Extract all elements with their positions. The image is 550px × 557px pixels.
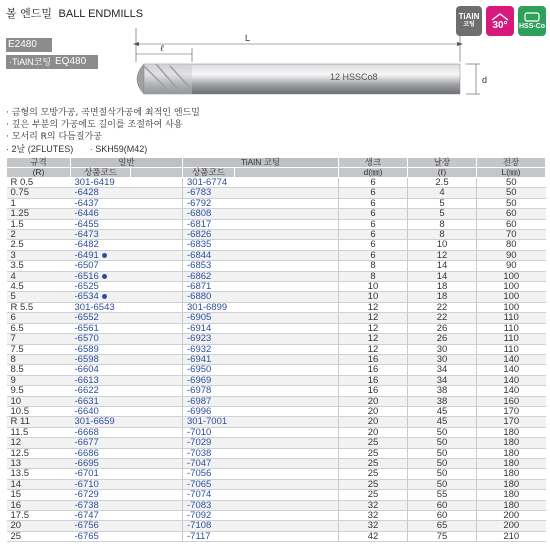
tialn-code-cell: -6826	[183, 230, 235, 240]
blade-cell: 50	[408, 438, 477, 448]
general-code-cell: -6446	[71, 209, 131, 219]
total-cell: 200	[477, 511, 546, 521]
tialn-code-cell: -6792	[183, 198, 235, 208]
size-cell: 12.5	[7, 448, 71, 458]
size-cell: 1	[7, 198, 71, 208]
tialn-code-cell: -6783	[183, 188, 235, 198]
feature-item: · 모서리 R의 다듬질가공	[6, 132, 102, 142]
general-code-cell: -6738	[71, 500, 131, 510]
size-cell: 25	[7, 531, 71, 541]
blade-cell: 60	[408, 511, 477, 521]
size-cell: 14	[7, 479, 71, 489]
blade-cell: 18	[408, 292, 477, 302]
table-row	[7, 209, 546, 219]
total-cell: 140	[477, 354, 546, 364]
tialn-code-cell: 301-6899	[183, 302, 235, 312]
header-size: 규격	[7, 158, 71, 168]
blade-cell: 50	[408, 448, 477, 458]
blade-cell: 8	[408, 219, 477, 229]
total-cell: 90	[477, 261, 546, 271]
general-code-cell: -6570	[71, 334, 131, 344]
table-row	[7, 302, 546, 312]
table-row	[7, 448, 546, 458]
tialn-code-cell: -6817	[183, 219, 235, 229]
size-cell: 2.5	[7, 240, 71, 250]
material-spec: · SKH59(M42)	[89, 144, 148, 154]
size-cell: 7	[7, 334, 71, 344]
tialn-code-cell: -7047	[183, 458, 235, 468]
shank-cell: 25	[339, 438, 408, 448]
general-code-cell: -6622	[71, 386, 131, 396]
header-blade: 날장	[408, 158, 477, 168]
tialn-code-cell: -6835	[183, 240, 235, 250]
table-row	[7, 188, 546, 198]
tialn-coating-icon: TiAlN 코팅	[456, 6, 482, 36]
blade-cell: 38	[408, 396, 477, 406]
blade-cell: 38	[408, 386, 477, 396]
shank-cell: 25	[339, 479, 408, 489]
blade-cell: 55	[408, 490, 477, 500]
tialn-code-cell: -7065	[183, 479, 235, 489]
total-cell: 140	[477, 375, 546, 385]
general-code-cell: -6561	[71, 323, 131, 333]
total-cell: 110	[477, 313, 546, 323]
total-cell: 80	[477, 240, 546, 250]
blade-cell: 75	[408, 531, 477, 541]
total-cell: 60	[477, 209, 546, 219]
table-row	[7, 479, 546, 489]
tialn-code-cell: -7038	[183, 448, 235, 458]
table-row	[7, 261, 546, 271]
size-cell: 9.5	[7, 386, 71, 396]
tialn-code-cell: -7029	[183, 438, 235, 448]
dim-total-length-label: L	[245, 33, 251, 43]
tialn-code-cell: -6880	[183, 292, 235, 302]
tialn-code-cell: -6941	[183, 354, 235, 364]
spec-table	[6, 157, 546, 542]
table-row	[7, 354, 546, 364]
size-cell: 8.5	[7, 365, 71, 375]
total-cell: 180	[477, 427, 546, 437]
tool-marking: 12 HSSCo8	[330, 72, 378, 82]
general-code-cell: -6491	[71, 250, 131, 260]
size-cell: 20	[7, 521, 71, 531]
angle-30-icon: 30°	[486, 6, 514, 36]
blade-cell: 34	[408, 365, 477, 375]
tialn-code-cell: -7074	[183, 490, 235, 500]
blade-cell: 30	[408, 344, 477, 354]
title-english: BALL ENDMILLS	[58, 8, 144, 20]
feature-list	[6, 107, 200, 155]
general-code-cell: -6604	[71, 365, 131, 375]
table-row	[7, 240, 546, 250]
general-code-cell: -6701	[71, 469, 131, 479]
total-cell: 180	[477, 438, 546, 448]
tialn-code-cell: -7117	[183, 531, 235, 541]
total-cell: 90	[477, 250, 546, 260]
total-cell: 170	[477, 406, 546, 416]
size-cell: 1.5	[7, 219, 71, 229]
tialn-code-cell: -6969	[183, 375, 235, 385]
dim-diameter-label: d	[482, 75, 488, 85]
size-cell: 8	[7, 354, 71, 364]
general-code-cell: 301-6543	[71, 302, 131, 312]
total-cell: 70	[477, 230, 546, 240]
table-row	[7, 469, 546, 479]
general-code-cell: -6695	[71, 458, 131, 468]
shank-cell: 6	[339, 198, 408, 208]
size-cell: R 5.5	[7, 302, 71, 312]
shank-cell: 6	[339, 178, 408, 188]
general-code-cell: 301-6659	[71, 417, 131, 427]
general-code-cell: -6534	[71, 292, 131, 302]
size-cell: 12	[7, 438, 71, 448]
total-cell: 210	[477, 531, 546, 541]
spec-line	[6, 143, 200, 155]
tialn-code-cell: -7108	[183, 521, 235, 531]
general-code-cell: -6473	[71, 230, 131, 240]
header-size-sub: (R)	[7, 168, 71, 178]
blade-cell: 26	[408, 323, 477, 333]
total-cell: 110	[477, 334, 546, 344]
table-row	[7, 375, 546, 385]
total-cell: 140	[477, 386, 546, 396]
header-blade-sub: (ℓ)	[408, 168, 477, 178]
table-row	[7, 313, 546, 323]
total-cell: 180	[477, 458, 546, 468]
blade-cell: 5	[408, 209, 477, 219]
feature-item: · 금형의 모방가공, 곡면절삭가공에 최적인 엔드밀	[6, 108, 200, 118]
blade-cell: 45	[408, 417, 477, 427]
general-code-cell: -6455	[71, 219, 131, 229]
blade-cell: 50	[408, 458, 477, 468]
general-code-cell: -6710	[71, 479, 131, 489]
tialn-code-cell: -7083	[183, 500, 235, 510]
shank-cell: 6	[339, 188, 408, 198]
size-cell: 3	[7, 250, 71, 260]
series-code-badge: E2480	[6, 38, 52, 52]
tialn-code-cell: -7092	[183, 511, 235, 521]
table-row	[7, 198, 546, 208]
hss-co-icon: HSS-Co	[518, 6, 546, 36]
blade-cell: 10	[408, 240, 477, 250]
general-code-cell: -6525	[71, 282, 131, 292]
total-cell: 50	[477, 198, 546, 208]
table-row	[7, 406, 546, 416]
blade-cell: 2.5	[408, 178, 477, 188]
shank-cell: 6	[339, 230, 408, 240]
tialn-code-cell: -6932	[183, 344, 235, 354]
shank-cell: 20	[339, 396, 408, 406]
size-cell: 16	[7, 500, 71, 510]
table-row	[7, 178, 546, 188]
blade-cell: 50	[408, 479, 477, 489]
tialn-code-cell: -6905	[183, 313, 235, 323]
tialn-code-cell: -6923	[183, 334, 235, 344]
header-general: 일반	[71, 158, 183, 168]
table-row	[7, 386, 546, 396]
blade-cell: 14	[408, 261, 477, 271]
general-code-cell: -6631	[71, 396, 131, 406]
shank-cell: 12	[339, 344, 408, 354]
flutes-spec: · 2날 (2FLUTES)	[6, 144, 74, 154]
shank-cell: 16	[339, 375, 408, 385]
total-cell: 100	[477, 292, 546, 302]
shank-cell: 12	[339, 302, 408, 312]
general-code-cell: -6677	[71, 438, 131, 448]
size-cell: 2	[7, 230, 71, 240]
header-total-sub: L(㎜)	[477, 168, 546, 178]
stock-dot-icon	[102, 294, 107, 299]
general-code-cell: -6589	[71, 344, 131, 354]
table-row	[7, 511, 546, 521]
size-cell: 7.5	[7, 344, 71, 354]
tialn-code-cell: -6914	[183, 323, 235, 333]
total-cell: 140	[477, 365, 546, 375]
total-cell: 180	[477, 500, 546, 510]
blade-cell: 50	[408, 469, 477, 479]
shank-cell: 20	[339, 417, 408, 427]
tialn-code-cell: -7010	[183, 427, 235, 437]
size-cell: 13.5	[7, 469, 71, 479]
blade-cell: 22	[408, 313, 477, 323]
header-tialn-code: 상품코드	[183, 168, 235, 178]
total-cell: 180	[477, 448, 546, 458]
table-row	[7, 365, 546, 375]
shank-cell: 6	[339, 209, 408, 219]
general-code-cell: -6507	[71, 261, 131, 271]
page-title	[6, 5, 143, 21]
blade-cell: 22	[408, 302, 477, 312]
blade-cell: 8	[408, 230, 477, 240]
shank-cell: 42	[339, 531, 408, 541]
general-code-cell: -6686	[71, 448, 131, 458]
table-row	[7, 417, 546, 427]
shank-cell: 10	[339, 292, 408, 302]
size-cell: R 0.5	[7, 178, 71, 188]
shank-cell: 16	[339, 365, 408, 375]
tialn-code-cell: -6871	[183, 282, 235, 292]
table-row	[7, 521, 546, 531]
blade-cell: 60	[408, 500, 477, 510]
blade-cell: 18	[408, 282, 477, 292]
total-cell: 50	[477, 178, 546, 188]
stock-dot-icon	[102, 274, 107, 279]
general-code-cell: -6747	[71, 511, 131, 521]
shank-cell: 12	[339, 323, 408, 333]
table-row	[7, 334, 546, 344]
table-row	[7, 271, 546, 281]
general-code-cell: -6552	[71, 313, 131, 323]
shank-cell: 20	[339, 406, 408, 416]
size-cell: 11.5	[7, 427, 71, 437]
total-cell: 110	[477, 323, 546, 333]
table-row	[7, 427, 546, 437]
coating-badge	[6, 55, 98, 69]
tialn-code-cell: -6996	[183, 406, 235, 416]
stock-dot-icon	[102, 253, 107, 258]
general-code-cell: -6613	[71, 375, 131, 385]
total-cell: 180	[477, 490, 546, 500]
tialn-code-cell: -6978	[183, 386, 235, 396]
blade-cell: 5	[408, 198, 477, 208]
table-row	[7, 250, 546, 260]
shank-cell: 25	[339, 469, 408, 479]
table-row	[7, 490, 546, 500]
total-cell: 200	[477, 521, 546, 531]
blade-cell: 34	[408, 375, 477, 385]
total-cell: 160	[477, 396, 546, 406]
size-cell: 15	[7, 490, 71, 500]
blade-cell: 30	[408, 354, 477, 364]
size-cell: 1.25	[7, 209, 71, 219]
blade-cell: 14	[408, 271, 477, 281]
dim-flute-length-label: ℓ	[160, 44, 164, 54]
shank-cell: 20	[339, 427, 408, 437]
general-code-cell: -6598	[71, 354, 131, 364]
total-cell: 180	[477, 479, 546, 489]
shank-cell: 6	[339, 219, 408, 229]
total-cell: 170	[477, 417, 546, 427]
size-cell: 9	[7, 375, 71, 385]
header-total: 전장	[477, 158, 546, 168]
size-cell: 13	[7, 458, 71, 468]
blade-cell: 50	[408, 427, 477, 437]
total-cell: 60	[477, 219, 546, 229]
header-tialn: TiAlN 코팅	[183, 158, 339, 168]
table-row	[7, 292, 546, 302]
header-shank-sub: d(㎜)	[339, 168, 408, 178]
tialn-code-cell: -7056	[183, 469, 235, 479]
size-cell: 5	[7, 292, 71, 302]
tialn-code-cell: -6808	[183, 209, 235, 219]
size-cell: 17.5	[7, 511, 71, 521]
table-row	[7, 323, 546, 333]
tialn-code-cell: -6950	[183, 365, 235, 375]
endmill-drawing	[130, 28, 510, 112]
tialn-code-cell: -6987	[183, 396, 235, 406]
tialn-code-cell: 301-6774	[183, 178, 235, 188]
table-row	[7, 230, 546, 240]
shank-cell: 32	[339, 521, 408, 531]
general-code-cell: -6482	[71, 240, 131, 250]
general-code-cell: -6765	[71, 531, 131, 541]
total-cell: 110	[477, 344, 546, 354]
general-code-cell: -6516	[71, 271, 131, 281]
general-code-cell: -6437	[71, 198, 131, 208]
table-row	[7, 438, 546, 448]
total-cell: 100	[477, 271, 546, 281]
header-general-code: 상품코드	[71, 168, 131, 178]
general-code-cell: -6729	[71, 490, 131, 500]
size-cell: 6	[7, 313, 71, 323]
feature-item: · 깊은 부분의 가공에도 길이를 조절하여 사용	[6, 120, 183, 130]
tialn-code-cell: -6862	[183, 271, 235, 281]
size-cell: 4.5	[7, 282, 71, 292]
table-row	[7, 531, 546, 541]
general-code-cell: -6428	[71, 188, 131, 198]
shank-cell: 32	[339, 500, 408, 510]
shank-cell: 10	[339, 282, 408, 292]
shank-cell: 12	[339, 334, 408, 344]
title-korean: 볼 엔드밀	[6, 7, 53, 20]
spec-table-body	[7, 178, 546, 542]
general-code-cell: -6756	[71, 521, 131, 531]
shank-cell: 6	[339, 240, 408, 250]
tialn-code-cell: -6853	[183, 261, 235, 271]
total-cell: 100	[477, 282, 546, 292]
general-code-cell: -6640	[71, 406, 131, 416]
shank-cell: 25	[339, 490, 408, 500]
coating-code: EQ480	[55, 56, 87, 67]
blade-cell: 4	[408, 188, 477, 198]
shank-cell: 8	[339, 271, 408, 281]
table-row	[7, 219, 546, 229]
blade-cell: 26	[408, 334, 477, 344]
size-cell: 0.75	[7, 188, 71, 198]
shank-cell: 25	[339, 448, 408, 458]
shank-cell: 32	[339, 511, 408, 521]
general-code-cell: 301-6419	[71, 178, 131, 188]
size-cell: 6.5	[7, 323, 71, 333]
shank-cell: 8	[339, 261, 408, 271]
shank-cell: 25	[339, 458, 408, 468]
blade-cell: 65	[408, 521, 477, 531]
table-row	[7, 458, 546, 468]
table-row	[7, 344, 546, 354]
size-cell: 3.5	[7, 261, 71, 271]
size-cell: R 11	[7, 417, 71, 427]
total-cell: 50	[477, 188, 546, 198]
size-cell: 10	[7, 396, 71, 406]
total-cell: 180	[477, 469, 546, 479]
tialn-code-cell: 301-7001	[183, 417, 235, 427]
size-cell: 4	[7, 271, 71, 281]
shank-cell: 12	[339, 313, 408, 323]
tialn-code-cell: -6844	[183, 250, 235, 260]
blade-cell: 45	[408, 406, 477, 416]
table-row	[7, 282, 546, 292]
total-cell: 100	[477, 302, 546, 312]
shank-cell: 16	[339, 354, 408, 364]
shank-cell: 6	[339, 250, 408, 260]
size-cell: 10.5	[7, 406, 71, 416]
table-row	[7, 500, 546, 510]
blade-cell: 12	[408, 250, 477, 260]
shank-cell: 16	[339, 386, 408, 396]
table-row	[7, 396, 546, 406]
coating-label: ·TiAlN코팅	[9, 57, 52, 67]
header-shank: 생크	[339, 158, 408, 168]
general-code-cell: -6668	[71, 427, 131, 437]
